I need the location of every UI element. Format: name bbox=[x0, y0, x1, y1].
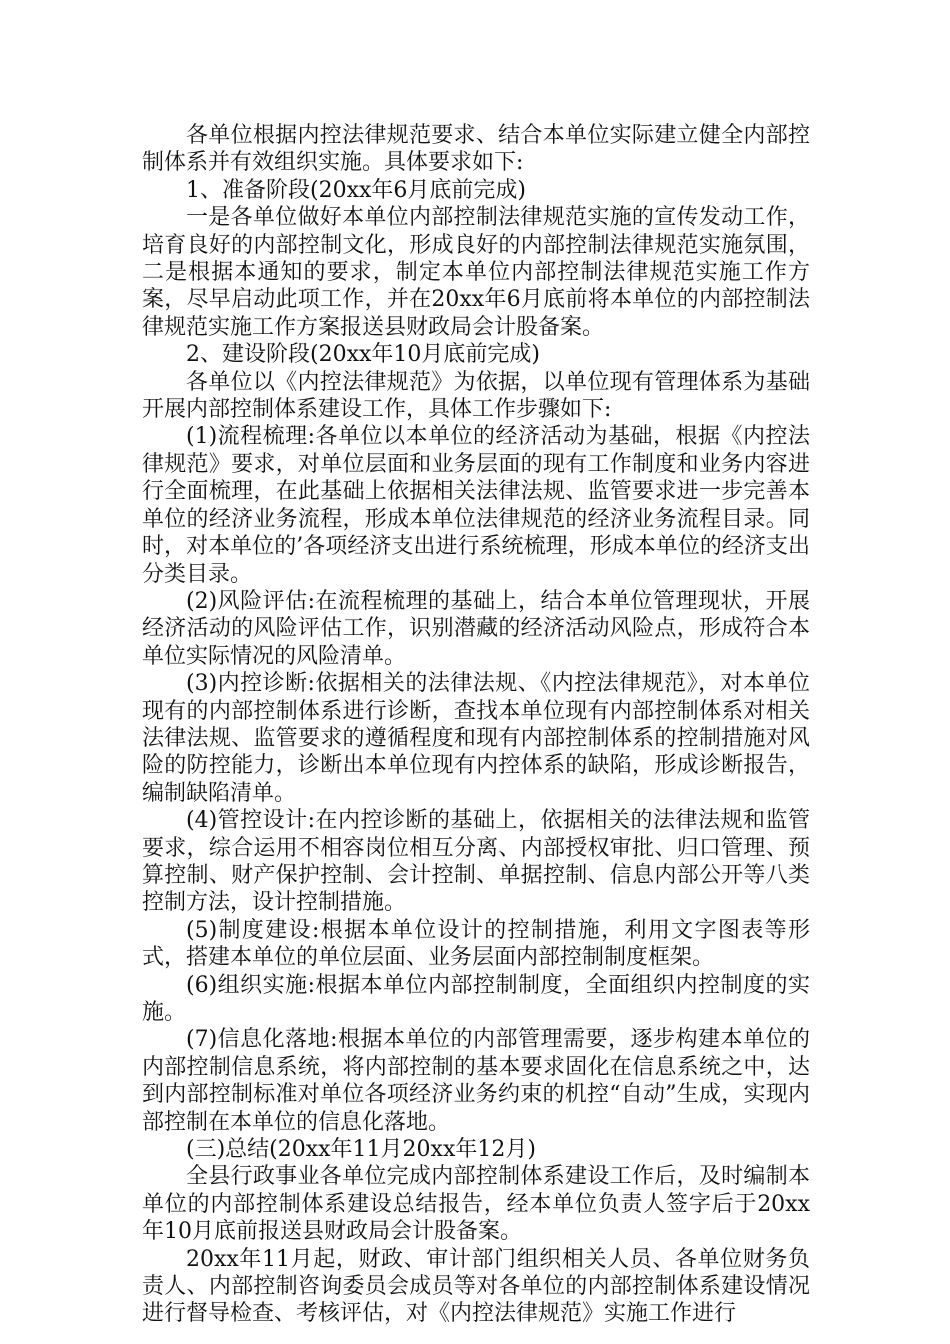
paragraph-step-process: (1)流程梳理:各单位以本单位的经济活动为基础，根据《内控法律规范》要求，对单位层面和业务层面的现有工作制度和业务内容进行全面梳理，在此基础上依据相关法律法规、监管要求进一步完善本单位的经济业务流程，形成本单位法律规范的经济业务流程目录。同时，对本单位的’各项经济支出进行系统梳理，形成本单位的经济支出分类目录。 bbox=[142, 424, 810, 587]
heading-construction-stage: 2、建设阶段(20xx年10月底前完成) bbox=[186, 342, 540, 368]
paragraph-summary: 全县行政事业各单位完成内部控制体系建设工作后，及时编制本单位的内部控制体系建设总结报告，经本单位负责人签字后于20xx年10月底前报送县财政局会计股备案。 bbox=[142, 1164, 810, 1245]
paragraph-inspection: 20xx年11月起，财政、审计部门组织相关人员、各单位财务负责人、内部控制咨询委员会成员等对各单位的内部控制体系建设情况进行督导检查、考核评估，对《内控法律规范》实施工作进行 bbox=[142, 1246, 810, 1327]
paragraph-step-risk: (2)风险评估:在流程梳理的基础上，结合本单位管理现状，开展经济活动的风险评估工作，识别潜藏的经济活动风险点，形成符合本单位实际情况的风险清单。 bbox=[142, 588, 810, 669]
paragraph-step-design: (4)管控设计:在内控诊断的基础上，依据相关的法律法规和监管要求，综合运用不相容岗位相互分离、内部授权审批、归口管理、预算控制、财产保护控制、会计控制、单据控制、信息内部公开等八类控制方法，设计控制措施。 bbox=[142, 808, 810, 916]
document-body bbox=[142, 122, 810, 1328]
paragraph-step-informatization: (7)信息化落地:根据本单位的内部管理需要，逐步构建本单位的内部控制信息系统，将内部控制的基本要求固化在信息系统之中，达到内部控制标准对单位各项经济业务约束的机控“自动”生成，实现内部控制在本单位的信息化落地。 bbox=[142, 1027, 810, 1135]
paragraph-preparation: 一是各单位做好本单位内部控制法律规范实施的宣传发动工作，培育良好的内部控制文化，形成良好的内部控制法律规范实施氛围，二是根据本通知的要求，制定本单位内部控制法律规范实施工作方案，尽早启动此项工作，并在20xx年6月底前将本单位的内部控制法律规范实施工作方案报送县财政局会计股备案。 bbox=[142, 205, 810, 340]
heading-summary: (三)总结(20xx年11月20xx年12月) bbox=[186, 1137, 536, 1163]
paragraph-step-system: (5)制度建设:根据本单位设计的控制措施，利用文字图表等形式，搭建本单位的单位层面、业务层面内部控制制度框架。 bbox=[142, 917, 810, 971]
paragraph-construction: 各单位以《内控法律规范》为依据，以单位现有管理体系为基础开展内部控制体系建设工作，具体工作步骤如下: bbox=[142, 369, 810, 423]
heading-preparation-stage: 1、准备阶段(20xx年6月底前完成) bbox=[186, 177, 526, 203]
paragraph-step-implementation: (6)组织实施:根据本单位内部控制制度，全面组织内控制度的实施。 bbox=[142, 972, 810, 1025]
paragraph-step-diagnosis: (3)内控诊断:依据相关的法律法规、《内控法律规范》，对本单位现有的内部控制体系进行诊断，查找本单位现有内部控制体系对相关法律法规、监管要求的遵循程度和现有内部控制体系的控制措施对风险的防控能力，诊断出本单位现有内控体系的缺陷，形成诊断报告，编制缺陷清单。 bbox=[142, 671, 810, 806]
paragraph-intro: 各单位根据内控法律规范要求、结合本单位实际建立健全内部控制体系并有效组织实施。具体要求如下: bbox=[142, 123, 810, 176]
